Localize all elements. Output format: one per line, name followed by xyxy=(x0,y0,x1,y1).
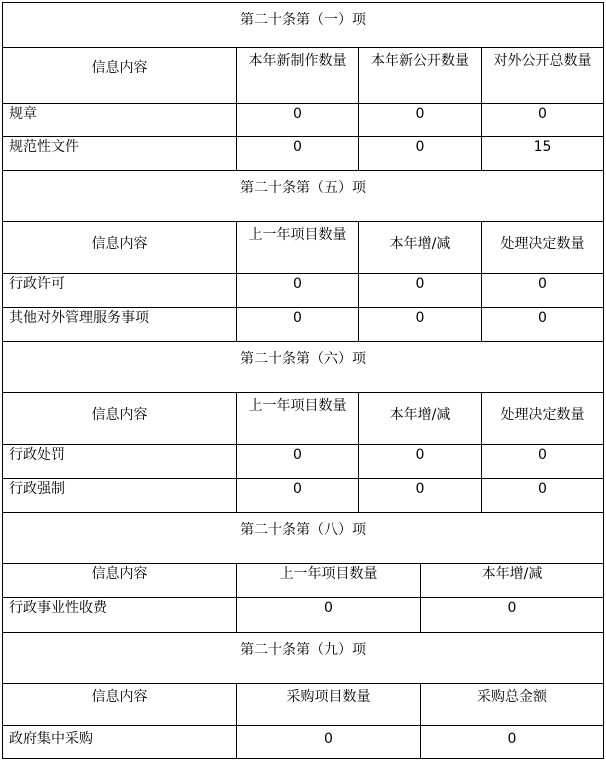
row-value: 0 xyxy=(482,104,604,137)
row-label: 行政事业性收费 xyxy=(3,598,237,633)
row-value: 0 xyxy=(421,598,604,633)
row-value: 0 xyxy=(421,726,604,759)
header-info-content: 信息内容 xyxy=(3,222,237,274)
row-value: 0 xyxy=(359,479,482,513)
header-decision-count: 处理决定数量 xyxy=(482,393,604,445)
header-year-change: 本年增/减 xyxy=(359,393,482,445)
header-year-change: 本年增/减 xyxy=(421,564,604,598)
header-new-produced-count: 本年新制作数量 xyxy=(237,48,359,104)
row-value: 0 xyxy=(237,445,359,479)
header-info-content: 信息内容 xyxy=(3,48,237,104)
header-procurement-count: 采购项目数量 xyxy=(237,684,421,726)
row-value: 0 xyxy=(237,726,421,759)
row-value: 0 xyxy=(237,598,421,633)
row-label: 规章 xyxy=(3,104,237,137)
header-prev-year-count: 上一年项目数量 xyxy=(237,222,359,274)
row-value: 0 xyxy=(237,104,359,137)
row-value: 0 xyxy=(359,104,482,137)
row-value: 0 xyxy=(237,137,359,171)
row-value: 0 xyxy=(482,274,604,308)
row-value: 0 xyxy=(482,308,604,342)
section-title-article20-1: 第二十条第（一）项 xyxy=(3,3,604,48)
row-label: 政府集中采购 xyxy=(3,726,237,759)
row-label: 行政许可 xyxy=(3,274,237,308)
section-title-article20-8: 第二十条第（八）项 xyxy=(3,513,604,564)
disclosure-table xyxy=(2,2,604,759)
row-value: 0 xyxy=(237,308,359,342)
header-total-public-count: 对外公开总数量 xyxy=(482,48,604,104)
row-label: 行政处罚 xyxy=(3,445,237,479)
section-title-article20-9: 第二十条第（九）项 xyxy=(3,633,604,684)
header-info-content: 信息内容 xyxy=(3,564,237,598)
header-prev-year-count: 上一年项目数量 xyxy=(237,564,421,598)
row-value: 15 xyxy=(482,137,604,171)
header-info-content: 信息内容 xyxy=(3,684,237,726)
row-value: 0 xyxy=(359,445,482,479)
header-procurement-amount: 采购总金额 xyxy=(421,684,604,726)
row-value: 0 xyxy=(359,308,482,342)
row-value: 0 xyxy=(359,137,482,171)
row-value: 0 xyxy=(237,274,359,308)
row-value: 0 xyxy=(482,445,604,479)
header-year-change: 本年增/减 xyxy=(359,222,482,274)
section-title-article20-5: 第二十条第（五）项 xyxy=(3,171,604,222)
header-info-content: 信息内容 xyxy=(3,393,237,445)
row-value: 0 xyxy=(482,479,604,513)
row-label: 规范性文件 xyxy=(3,137,237,171)
header-new-public-count: 本年新公开数量 xyxy=(359,48,482,104)
row-label: 行政强制 xyxy=(3,479,237,513)
header-decision-count: 处理决定数量 xyxy=(482,222,604,274)
row-value: 0 xyxy=(359,274,482,308)
section-title-article20-6: 第二十条第（六）项 xyxy=(3,342,604,393)
row-label: 其他对外管理服务事项 xyxy=(3,308,237,342)
row-value: 0 xyxy=(237,479,359,513)
header-prev-year-count: 上一年项目数量 xyxy=(237,393,359,445)
